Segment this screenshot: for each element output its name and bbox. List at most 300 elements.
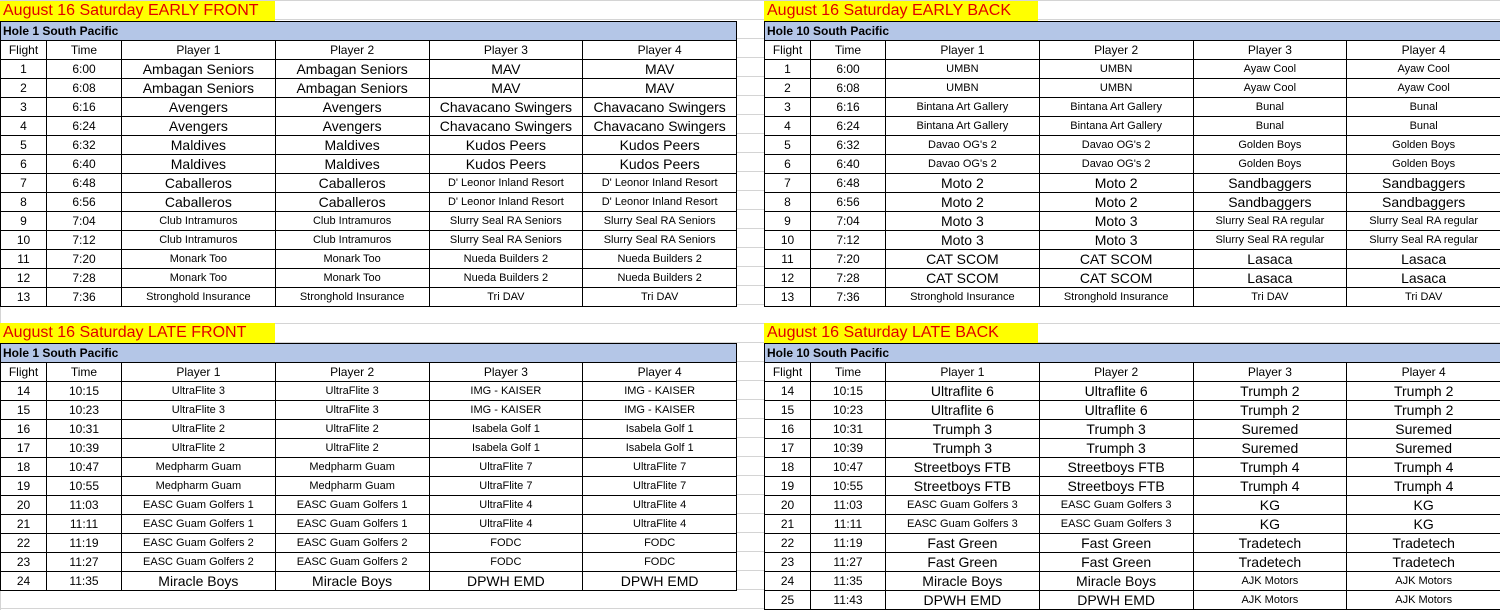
time-cell: 11:27 xyxy=(811,553,886,572)
table-row xyxy=(1,401,737,420)
player-2-cell: Maldives xyxy=(275,136,429,155)
player-3-cell: FODC xyxy=(429,553,583,572)
time-cell: 7:12 xyxy=(47,231,122,250)
flight-cell: 10 xyxy=(1,231,47,250)
player-2-cell: Moto 2 xyxy=(1039,174,1193,193)
player-1-cell: Fast Green xyxy=(886,534,1040,553)
player-1-cell: Monark Too xyxy=(122,269,276,288)
player-2-cell: Medpharm Guam xyxy=(275,458,429,477)
time-cell: 6:32 xyxy=(811,136,886,155)
player-1-cell: Davao OG's 2 xyxy=(886,155,1040,174)
time-cell: 7:20 xyxy=(811,250,886,269)
player-4-cell: IMG - KAISER xyxy=(583,401,737,420)
player-3-cell: Chavacano Swingers xyxy=(429,117,583,136)
table-row xyxy=(765,174,1500,193)
player-1-cell: Moto 2 xyxy=(886,193,1040,212)
schedule-table xyxy=(764,21,1500,307)
time-cell: 11:35 xyxy=(811,572,886,591)
player-1-cell: Stronghold Insurance xyxy=(886,288,1040,307)
player-2-cell: UltraFlite 3 xyxy=(275,401,429,420)
player-1-cell: EASC Guam Golfers 1 xyxy=(122,496,276,515)
player-2-cell: Medpharm Guam xyxy=(275,477,429,496)
column-header: Player 4 xyxy=(1347,363,1500,382)
player-2-cell: Avengers xyxy=(275,98,429,117)
time-cell: 10:55 xyxy=(811,477,886,496)
time-cell: 11:11 xyxy=(811,515,886,534)
player-4-cell: Suremed xyxy=(1347,420,1500,439)
flight-cell: 21 xyxy=(765,515,811,534)
flight-cell: 23 xyxy=(765,553,811,572)
table-row xyxy=(1,212,737,231)
flight-cell: 16 xyxy=(1,420,47,439)
player-2-cell: Trumph 3 xyxy=(1039,420,1193,439)
player-2-cell: Club Intramuros xyxy=(275,231,429,250)
early-front-panel xyxy=(0,1,736,307)
flight-cell: 1 xyxy=(1,60,47,79)
column-header: Player 4 xyxy=(583,363,737,382)
player-3-cell: Tri DAV xyxy=(1193,288,1347,307)
player-3-cell: Trumph 4 xyxy=(1193,458,1347,477)
table-row xyxy=(1,515,737,534)
player-2-cell: Streetboys FTB xyxy=(1039,458,1193,477)
flight-cell: 20 xyxy=(765,496,811,515)
player-4-cell: Trumph 2 xyxy=(1347,382,1500,401)
time-cell: 7:12 xyxy=(811,231,886,250)
player-4-cell: KG xyxy=(1347,515,1500,534)
time-cell: 7:36 xyxy=(47,288,122,307)
flight-cell: 1 xyxy=(765,60,811,79)
table-row xyxy=(765,250,1500,269)
column-header: Player 2 xyxy=(275,363,429,382)
player-1-cell: Moto 3 xyxy=(886,231,1040,250)
time-cell: 7:36 xyxy=(811,288,886,307)
player-3-cell: Slurry Seal RA Seniors xyxy=(429,212,583,231)
player-3-cell: KG xyxy=(1193,496,1347,515)
table-row xyxy=(765,382,1500,401)
time-cell: 6:48 xyxy=(811,174,886,193)
time-cell: 6:56 xyxy=(47,193,122,212)
player-2-cell: Avengers xyxy=(275,117,429,136)
player-1-cell: Miracle Boys xyxy=(122,572,276,591)
player-4-cell: FODC xyxy=(583,553,737,572)
table-row xyxy=(765,231,1500,250)
table-row xyxy=(765,136,1500,155)
player-4-cell: Suremed xyxy=(1347,439,1500,458)
player-1-cell: Caballeros xyxy=(122,174,276,193)
player-2-cell: EASC Guam Golfers 1 xyxy=(275,515,429,534)
column-header: Player 1 xyxy=(122,41,276,60)
flight-cell: 8 xyxy=(1,193,47,212)
flight-cell: 3 xyxy=(1,98,47,117)
player-3-cell: Nueda Builders 2 xyxy=(429,250,583,269)
time-cell: 6:56 xyxy=(811,193,886,212)
player-3-cell: AJK Motors xyxy=(1193,572,1347,591)
table-row xyxy=(1,269,737,288)
flight-cell: 16 xyxy=(765,420,811,439)
player-4-cell: Nueda Builders 2 xyxy=(583,269,737,288)
column-header: Flight xyxy=(1,363,47,382)
player-4-cell: Sandbaggers xyxy=(1347,174,1500,193)
flight-cell: 14 xyxy=(765,382,811,401)
late-back-panel xyxy=(764,323,1500,610)
player-4-cell: Kudos Peers xyxy=(583,136,737,155)
player-4-cell: Chavacano Swingers xyxy=(583,98,737,117)
flight-cell: 2 xyxy=(765,79,811,98)
time-cell: 6:40 xyxy=(811,155,886,174)
flight-cell: 7 xyxy=(765,174,811,193)
flight-cell: 7 xyxy=(1,174,47,193)
player-1-cell: Ambagan Seniors xyxy=(122,60,276,79)
player-3-cell: Lasaca xyxy=(1193,250,1347,269)
player-2-cell: CAT SCOM xyxy=(1039,269,1193,288)
hole-row xyxy=(1,344,737,363)
player-3-cell: Bunal xyxy=(1193,98,1347,117)
player-2-cell: UltraFlite 2 xyxy=(275,420,429,439)
table-row xyxy=(765,553,1500,572)
player-1-cell: Bintana Art Gallery xyxy=(886,117,1040,136)
table-row xyxy=(1,553,737,572)
time-cell: 10:31 xyxy=(811,420,886,439)
time-cell: 10:39 xyxy=(811,439,886,458)
flight-cell: 10 xyxy=(765,231,811,250)
player-4-cell: KG xyxy=(1347,496,1500,515)
flight-cell: 24 xyxy=(1,572,47,591)
player-2-cell: Stronghold Insurance xyxy=(1039,288,1193,307)
player-2-cell: Moto 2 xyxy=(1039,193,1193,212)
column-header: Player 1 xyxy=(122,363,276,382)
table-row xyxy=(1,155,737,174)
panel-title: August 16 Saturday LATE FRONT xyxy=(0,323,275,343)
flight-cell: 15 xyxy=(1,401,47,420)
player-1-cell: Moto 2 xyxy=(886,174,1040,193)
time-cell: 10:23 xyxy=(811,401,886,420)
player-1-cell: UltraFlite 3 xyxy=(122,382,276,401)
hole-label: Hole 10 South Pacific xyxy=(765,22,1500,41)
time-cell: 6:08 xyxy=(47,79,122,98)
player-3-cell: Trumph 2 xyxy=(1193,401,1347,420)
player-4-cell: D' Leonor Inland Resort xyxy=(583,193,737,212)
player-1-cell: Club Intramuros xyxy=(122,212,276,231)
flight-cell: 19 xyxy=(765,477,811,496)
flight-cell: 21 xyxy=(1,515,47,534)
flight-cell: 4 xyxy=(1,117,47,136)
flight-cell: 2 xyxy=(1,79,47,98)
flight-cell: 19 xyxy=(1,477,47,496)
player-2-cell: UltraFlite 3 xyxy=(275,382,429,401)
player-3-cell: Trumph 4 xyxy=(1193,477,1347,496)
player-3-cell: Kudos Peers xyxy=(429,136,583,155)
flight-cell: 4 xyxy=(765,117,811,136)
player-4-cell: Isabela Golf 1 xyxy=(583,439,737,458)
player-4-cell: Slurry Seal RA Seniors xyxy=(583,231,737,250)
time-cell: 6:40 xyxy=(47,155,122,174)
column-header: Player 2 xyxy=(275,41,429,60)
table-row xyxy=(765,591,1500,610)
player-2-cell: UltraFlite 2 xyxy=(275,439,429,458)
player-4-cell: Bunal xyxy=(1347,98,1500,117)
player-1-cell: Caballeros xyxy=(122,193,276,212)
flight-cell: 15 xyxy=(765,401,811,420)
player-4-cell: Isabela Golf 1 xyxy=(583,420,737,439)
player-2-cell: Streetboys FTB xyxy=(1039,477,1193,496)
player-1-cell: EASC Guam Golfers 1 xyxy=(122,515,276,534)
player-4-cell: DPWH EMD xyxy=(583,572,737,591)
flight-cell: 9 xyxy=(1,212,47,231)
column-header: Time xyxy=(811,363,886,382)
time-cell: 10:23 xyxy=(47,401,122,420)
header-row xyxy=(765,41,1500,60)
player-2-cell: Trumph 3 xyxy=(1039,439,1193,458)
table-row xyxy=(765,269,1500,288)
player-4-cell: UltraFlite 4 xyxy=(583,496,737,515)
player-3-cell: Tradetech xyxy=(1193,534,1347,553)
time-cell: 10:47 xyxy=(47,458,122,477)
flight-cell: 23 xyxy=(1,553,47,572)
player-1-cell: EASC Guam Golfers 2 xyxy=(122,553,276,572)
flight-cell: 18 xyxy=(765,458,811,477)
player-3-cell: Isabela Golf 1 xyxy=(429,439,583,458)
player-2-cell: Moto 3 xyxy=(1039,231,1193,250)
player-2-cell: Miracle Boys xyxy=(275,572,429,591)
player-1-cell: EASC Guam Golfers 3 xyxy=(886,496,1040,515)
header-row xyxy=(765,363,1500,382)
player-1-cell: Streetboys FTB xyxy=(886,477,1040,496)
hole-row xyxy=(1,22,737,41)
flight-cell: 17 xyxy=(1,439,47,458)
column-header: Player 2 xyxy=(1039,41,1193,60)
player-2-cell: Bintana Art Gallery xyxy=(1039,98,1193,117)
player-1-cell: Medpharm Guam xyxy=(122,477,276,496)
player-1-cell: EASC Guam Golfers 2 xyxy=(122,534,276,553)
player-3-cell: IMG - KAISER xyxy=(429,401,583,420)
time-cell: 7:28 xyxy=(47,269,122,288)
table-row xyxy=(765,401,1500,420)
time-cell: 7:04 xyxy=(47,212,122,231)
player-3-cell: Slurry Seal RA regular xyxy=(1193,212,1347,231)
player-3-cell: Lasaca xyxy=(1193,269,1347,288)
player-4-cell: D' Leonor Inland Resort xyxy=(583,174,737,193)
player-4-cell: UltraFlite 4 xyxy=(583,515,737,534)
time-cell: 10:39 xyxy=(47,439,122,458)
player-3-cell: Slurry Seal RA regular xyxy=(1193,231,1347,250)
player-3-cell: Nueda Builders 2 xyxy=(429,269,583,288)
player-4-cell: Trumph 2 xyxy=(1347,401,1500,420)
column-header: Player 4 xyxy=(1347,41,1500,60)
player-4-cell: Tri DAV xyxy=(1347,288,1500,307)
player-4-cell: Slurry Seal RA regular xyxy=(1347,231,1500,250)
column-header: Player 1 xyxy=(886,41,1040,60)
player-1-cell: Miracle Boys xyxy=(886,572,1040,591)
flight-cell: 18 xyxy=(1,458,47,477)
player-1-cell: Ambagan Seniors xyxy=(122,79,276,98)
player-4-cell: Lasaca xyxy=(1347,250,1500,269)
player-1-cell: Trumph 3 xyxy=(886,439,1040,458)
player-2-cell: EASC Guam Golfers 3 xyxy=(1039,515,1193,534)
table-row xyxy=(1,174,737,193)
player-2-cell: Bintana Art Gallery xyxy=(1039,117,1193,136)
player-2-cell: Fast Green xyxy=(1039,553,1193,572)
player-1-cell: UMBN xyxy=(886,79,1040,98)
player-3-cell: Tri DAV xyxy=(429,288,583,307)
flight-cell: 22 xyxy=(765,534,811,553)
table-row xyxy=(1,250,737,269)
table-row xyxy=(1,117,737,136)
column-header: Time xyxy=(47,41,122,60)
time-cell: 10:15 xyxy=(811,382,886,401)
flight-cell: 17 xyxy=(765,439,811,458)
table-row xyxy=(765,288,1500,307)
table-row xyxy=(765,439,1500,458)
table-row xyxy=(1,136,737,155)
flight-cell: 13 xyxy=(765,288,811,307)
player-4-cell: Golden Boys xyxy=(1347,136,1500,155)
player-1-cell: Moto 3 xyxy=(886,212,1040,231)
player-4-cell: Chavacano Swingers xyxy=(583,117,737,136)
player-3-cell: Suremed xyxy=(1193,420,1347,439)
player-2-cell: EASC Guam Golfers 2 xyxy=(275,553,429,572)
hole-label: Hole 1 South Pacific xyxy=(1,22,737,41)
player-4-cell: Nueda Builders 2 xyxy=(583,250,737,269)
player-3-cell: Sandbaggers xyxy=(1193,193,1347,212)
table-row xyxy=(1,420,737,439)
time-cell: 6:00 xyxy=(47,60,122,79)
time-cell: 6:08 xyxy=(811,79,886,98)
player-4-cell: MAV xyxy=(583,60,737,79)
flight-cell: 25 xyxy=(765,591,811,610)
player-1-cell: Maldives xyxy=(122,136,276,155)
player-4-cell: Tradetech xyxy=(1347,534,1500,553)
table-row xyxy=(1,572,737,591)
flight-cell: 6 xyxy=(765,155,811,174)
player-3-cell: Kudos Peers xyxy=(429,155,583,174)
time-cell: 7:04 xyxy=(811,212,886,231)
player-2-cell: Davao OG's 2 xyxy=(1039,136,1193,155)
player-3-cell: KG xyxy=(1193,515,1347,534)
player-2-cell: Caballeros xyxy=(275,193,429,212)
panel-title: August 16 Saturday EARLY FRONT xyxy=(0,1,275,21)
player-4-cell: AJK Motors xyxy=(1347,572,1500,591)
table-row xyxy=(765,420,1500,439)
player-1-cell: Trumph 3 xyxy=(886,420,1040,439)
player-1-cell: Avengers xyxy=(122,117,276,136)
time-cell: 11:35 xyxy=(47,572,122,591)
player-1-cell: Medpharm Guam xyxy=(122,458,276,477)
player-4-cell: MAV xyxy=(583,79,737,98)
player-1-cell: Stronghold Insurance xyxy=(122,288,276,307)
player-2-cell: Maldives xyxy=(275,155,429,174)
time-cell: 7:20 xyxy=(47,250,122,269)
flight-cell: 22 xyxy=(1,534,47,553)
column-header: Flight xyxy=(765,41,811,60)
player-4-cell: Trumph 4 xyxy=(1347,477,1500,496)
player-3-cell: Isabela Golf 1 xyxy=(429,420,583,439)
player-2-cell: Moto 3 xyxy=(1039,212,1193,231)
column-header: Player 3 xyxy=(429,363,583,382)
column-header: Time xyxy=(47,363,122,382)
column-header: Player 3 xyxy=(1193,41,1347,60)
player-1-cell: Ultraflite 6 xyxy=(886,382,1040,401)
time-cell: 6:24 xyxy=(811,117,886,136)
player-2-cell: UMBN xyxy=(1039,79,1193,98)
player-3-cell: UltraFlite 7 xyxy=(429,477,583,496)
time-cell: 7:28 xyxy=(811,269,886,288)
early-back-panel xyxy=(764,1,1500,307)
player-2-cell: Stronghold Insurance xyxy=(275,288,429,307)
player-1-cell: Ultraflite 6 xyxy=(886,401,1040,420)
player-4-cell: Ayaw Cool xyxy=(1347,60,1500,79)
table-row xyxy=(1,98,737,117)
player-4-cell: FODC xyxy=(583,534,737,553)
player-3-cell: MAV xyxy=(429,60,583,79)
player-1-cell: UltraFlite 2 xyxy=(122,420,276,439)
time-cell: 6:16 xyxy=(811,98,886,117)
time-cell: 6:24 xyxy=(47,117,122,136)
table-row xyxy=(1,382,737,401)
player-1-cell: Club Intramuros xyxy=(122,231,276,250)
player-4-cell: Tri DAV xyxy=(583,288,737,307)
time-cell: 10:47 xyxy=(811,458,886,477)
player-3-cell: UltraFlite 7 xyxy=(429,458,583,477)
table-row xyxy=(765,60,1500,79)
column-header: Player 4 xyxy=(583,41,737,60)
table-row xyxy=(1,439,737,458)
flight-cell: 5 xyxy=(765,136,811,155)
player-4-cell: Golden Boys xyxy=(1347,155,1500,174)
column-header: Player 1 xyxy=(886,363,1040,382)
player-3-cell: Chavacano Swingers xyxy=(429,98,583,117)
player-1-cell: Davao OG's 2 xyxy=(886,136,1040,155)
player-3-cell: Bunal xyxy=(1193,117,1347,136)
player-4-cell: Kudos Peers xyxy=(583,155,737,174)
player-2-cell: Fast Green xyxy=(1039,534,1193,553)
player-2-cell: EASC Guam Golfers 3 xyxy=(1039,496,1193,515)
time-cell: 6:32 xyxy=(47,136,122,155)
time-cell: 10:55 xyxy=(47,477,122,496)
table-row xyxy=(765,477,1500,496)
table-row xyxy=(1,193,737,212)
player-2-cell: Club Intramuros xyxy=(275,212,429,231)
time-cell: 11:27 xyxy=(47,553,122,572)
player-2-cell: EASC Guam Golfers 2 xyxy=(275,534,429,553)
schedule-table xyxy=(0,343,737,591)
player-1-cell: Maldives xyxy=(122,155,276,174)
player-3-cell: Golden Boys xyxy=(1193,136,1347,155)
hole-label: Hole 10 South Pacific xyxy=(765,344,1500,363)
column-header: Player 3 xyxy=(429,41,583,60)
hole-label: Hole 1 South Pacific xyxy=(1,344,737,363)
player-3-cell: Golden Boys xyxy=(1193,155,1347,174)
player-1-cell: CAT SCOM xyxy=(886,269,1040,288)
player-3-cell: Tradetech xyxy=(1193,553,1347,572)
player-3-cell: MAV xyxy=(429,79,583,98)
flight-cell: 24 xyxy=(765,572,811,591)
player-2-cell: Caballeros xyxy=(275,174,429,193)
player-4-cell: Lasaca xyxy=(1347,269,1500,288)
player-3-cell: DPWH EMD xyxy=(429,572,583,591)
player-4-cell: Bunal xyxy=(1347,117,1500,136)
time-cell: 6:48 xyxy=(47,174,122,193)
table-row xyxy=(765,212,1500,231)
schedule-table xyxy=(764,343,1500,610)
table-row xyxy=(1,231,737,250)
player-2-cell: CAT SCOM xyxy=(1039,250,1193,269)
player-2-cell: UMBN xyxy=(1039,60,1193,79)
time-cell: 10:15 xyxy=(47,382,122,401)
time-cell: 11:03 xyxy=(47,496,122,515)
table-row xyxy=(765,515,1500,534)
player-2-cell: DPWH EMD xyxy=(1039,591,1193,610)
player-2-cell: Davao OG's 2 xyxy=(1039,155,1193,174)
